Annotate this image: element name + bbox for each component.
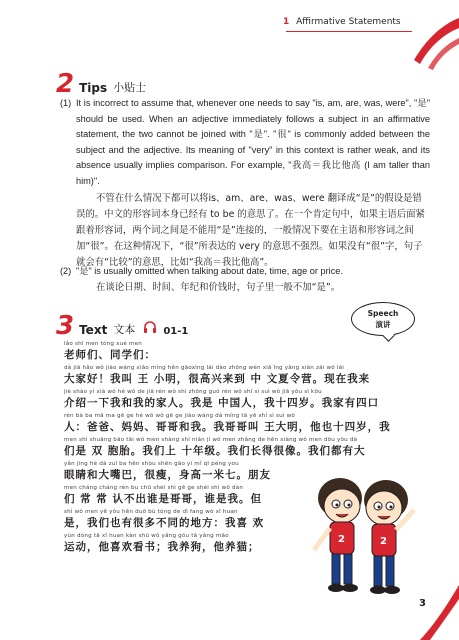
pinyin-line: yǎn jing hé dà zuǐ ba hěn shòu shēn gāo yì mǐ qī péng you	[64, 461, 239, 467]
swoosh-decoration	[420, 585, 459, 640]
pinyin-line: men shì shuāng bāo tāi wǒ men shàng shí nián jí wǒ men zhǎng de hěn xiàng wǒ men dōu yǒu dà	[64, 437, 358, 443]
text-number: 3	[56, 311, 75, 341]
page-number: 3	[419, 598, 426, 609]
hanzi-line: 人：爸爸、妈妈、哥哥和我。我哥哥叫 王大明，他也十四岁，我	[64, 421, 391, 433]
pinyin-line: yùn dòng tā xǐ huan kàn shū wǒ yǎng gǒu tā yǎng māo	[64, 533, 229, 539]
running-header	[283, 17, 401, 27]
hanzi-line: 们是 双 胞胎。我们上 十年级。我们长得很像。我们都有大	[64, 445, 366, 457]
lesson-line	[64, 388, 414, 412]
tip-1-chinese: 不管在什么情况下都可以将is、am、are、was、were 翻译成“是”的假设是错误的。中文的形容词本身已经有 to be 的意思了。在一个肯定句中，如果主语后面紧跟着形容词，两个词之间是不能用“是”连接的，一般情况下要在主语和形容词之间加“很”。在这种情况下，“很”所表达的 very 的意思不强烈。如果没有“很”字，句子就会有“比较”的意思，比如“我高＝我比他高”。	[76, 193, 425, 268]
pinyin-line: men cháng cháng rèn bu chū shéi shì gē ge shéi shì wǒ dàn	[64, 485, 244, 491]
svg-text:2: 2	[380, 536, 387, 547]
lesson-line	[64, 340, 414, 364]
speech-label-zh: 演讲	[375, 320, 391, 329]
tips-title-zh: 小贴士	[113, 81, 147, 94]
text-title-zh: 文本	[113, 323, 136, 336]
hanzi-line: 们 常 常 认不出谁是哥哥，谁是我。但	[64, 493, 262, 505]
pinyin-line: dà jiā hǎo wǒ jiào wáng xiǎo míng hěn gāoxìng lái dào zhōng wén xiǎ ǐng yǎng xiàn zài wǒ lái	[64, 365, 345, 371]
text-heading	[56, 311, 189, 341]
hanzi-line: 运动，他喜欢看书；我养狗，他养猫；	[64, 541, 260, 553]
tip-2-label: (2)	[60, 266, 72, 276]
swoosh-decoration	[406, 10, 459, 70]
chapter-number: 1	[283, 17, 290, 27]
lesson-line	[64, 436, 414, 460]
tip-1-english: It is incorrect to assume that, whenever one needs to say "is, am, are, was, were", "是" should be used. When an adjective immediately follows a subject in an affirmative statement, the two cannot be joined with "是". "很" is commonly added between the subject and the adjective. Its meaning of "very" in this context is rather weak, and its absence usually implies comparison. For example, "我高＝我比他高 (I am taller than him)".	[76, 98, 430, 186]
audio-track-number: 01-1	[163, 326, 189, 337]
hanzi-line: 老师们、同学们：	[64, 349, 156, 361]
pinyin-line: rén bà ba mā ma gē ge hé wǒ wǒ gē ge jiào wáng dà míng tā yě shí sì suì wǒ	[64, 413, 295, 419]
tip-2-english: "是" is usually omitted when talking about date, time, age or price.	[76, 266, 343, 276]
tips-title: Tips	[79, 81, 108, 95]
lesson-line	[64, 412, 414, 436]
tips-number: 2	[56, 69, 75, 99]
hanzi-line: 是，我们也有很多不同的地方：我喜 欢	[64, 517, 265, 529]
speech-label-en: Speech	[367, 309, 399, 318]
lesson-line	[64, 364, 414, 388]
text-title: Text	[79, 323, 108, 337]
tips-heading	[56, 69, 147, 99]
tip-item-2	[60, 264, 430, 296]
pinyin-line: lǎo shī men tóng xué men	[64, 341, 142, 347]
tip-item-1	[60, 96, 430, 271]
chapter-title: Affirmative Statements	[296, 17, 401, 27]
pinyin-line: shì wǒ men yě yǒu hěn duō bù tóng de dì fang wǒ xǐ huan	[64, 509, 238, 515]
cartoon-twins-illustration	[300, 470, 430, 618]
tip-1-label: (1)	[60, 98, 72, 108]
speech-bubble-icon	[351, 302, 415, 336]
hanzi-line: 介绍一下我和我的家人。我是 中国人，我十四岁。我家有四口	[64, 397, 380, 409]
pinyin-line: jiè shào yí xià wǒ hé wǒ de jiā rén wǒ shì zhōng guó rén wǒ shí sì suì wǒ jiā yǒu sì kǒu	[64, 389, 322, 395]
tip-2-chinese: 在谈论日期、时间、年纪和价钱时，句子里一般不加“是”。	[96, 281, 341, 293]
headphones-icon[interactable]	[143, 320, 157, 337]
hanzi-line: 大家好！我叫 王 小明，很高兴来到 中 文夏令营。现在我来	[64, 373, 371, 385]
header-rule	[286, 31, 412, 32]
hanzi-line: 眼睛和大嘴巴，很瘦，身高一米七。朋友	[64, 469, 271, 481]
svg-text:2: 2	[338, 534, 345, 545]
